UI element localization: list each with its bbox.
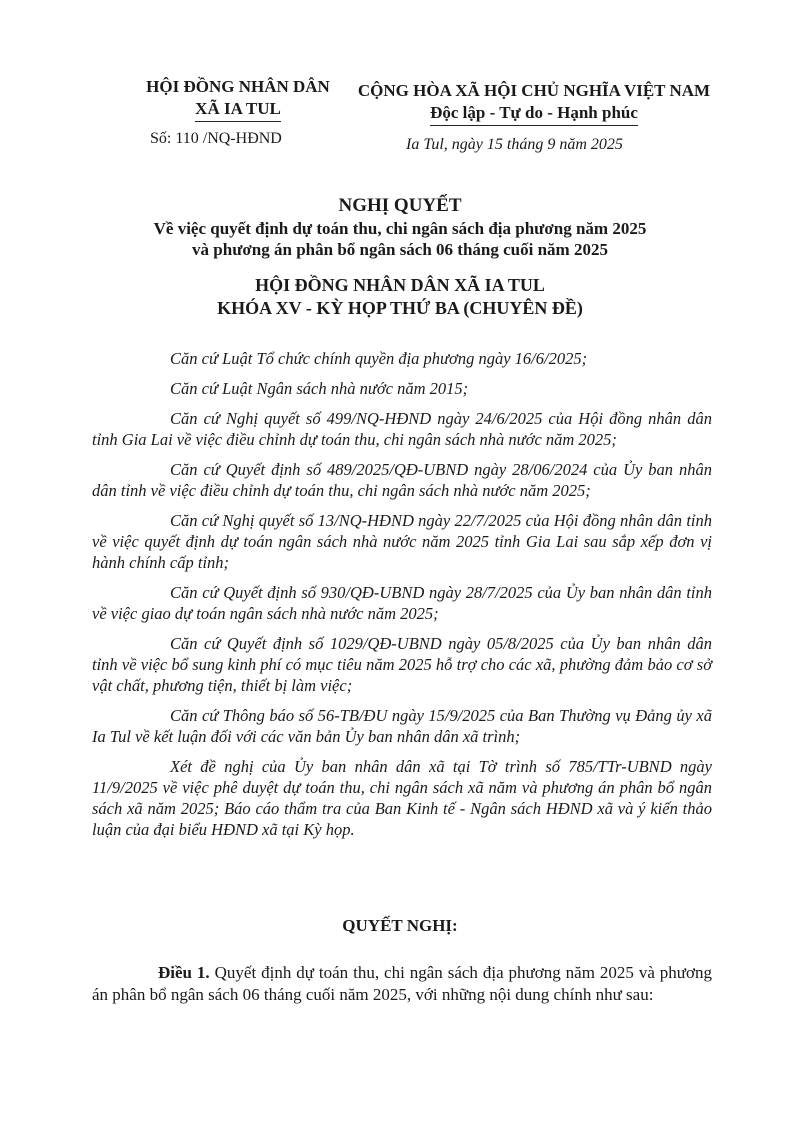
document-subject-line2: và phương án phân bổ ngân sách 06 tháng cuối năm 2025 xyxy=(192,240,608,259)
legal-basis: Xét đề nghị của Ủy ban nhân dân xã tại Tờ trình số 785/TTr-UBND ngày 11/9/2025 về việc phê duyệt dự toán thu, chi ngân sách xã năm và phương án phân bổ ngân sách xã năm 2025; Báo cáo thẩm tra của Ban Kinh tế - Ngân sách HĐND xã và ý kiến thảo luận của đại biểu HĐND xã tại Kỳ họp. xyxy=(92,757,712,839)
document-title: NGHỊ QUYẾT xyxy=(338,195,462,216)
council-session: KHÓA XV - KỲ HỌP THỨ BA (CHUYÊN ĐỀ) xyxy=(217,298,583,318)
document-number: Số: 110 /NQ-HĐND xyxy=(150,130,282,147)
legal-basis: Căn cứ Thông báo số 56-TB/ĐU ngày 15/9/2025 của Ban Thường vụ Đảng ủy xã Ia Tul về kết luận đối với các văn bản Ủy ban nhân dân xã trình; xyxy=(92,706,712,746)
issuer-commune: XÃ IA TUL xyxy=(195,98,281,122)
article-1-label: Điều 1. xyxy=(158,963,210,982)
legal-basis: Căn cứ Quyết định số 1029/QĐ-UBND ngày 05/8/2025 của Ủy ban nhân dân tỉnh về việc bổ sung kinh phí có mục tiêu năm 2025 hỗ trợ cho các xã, phường đảm bảo cơ sở vật chất, phương tiện, thiết bị làm việc; xyxy=(92,634,712,695)
decision-heading: QUYẾT NGHỊ: xyxy=(342,916,458,935)
legal-basis: Căn cứ Quyết định số 930/QĐ-UBND ngày 28/7/2025 của Ủy ban nhân dân tỉnh về việc giao dự toán ngân sách nhà nước năm 2025; xyxy=(92,583,712,623)
nation-name: CỘNG HÒA XÃ HỘI CHỦ NGHĨA VIỆT NAM xyxy=(357,81,711,100)
legal-basis: Căn cứ Luật Ngân sách nhà nước năm 2015; xyxy=(170,379,469,398)
legal-basis: Căn cứ Nghị quyết số 13/NQ-HĐND ngày 22/7/2025 của Hội đồng nhân dân tỉnh về việc quyết định dự toán ngân sách nhà nước năm 2025 tỉnh Gia Lai sau sắp xếp đơn vị hành chính cấp tỉnh; xyxy=(92,511,712,572)
council-name: HỘI ĐỒNG NHÂN DÂN XÃ IA TUL xyxy=(255,275,545,295)
legal-basis: Căn cứ Luật Tổ chức chính quyền địa phương ngày 16/6/2025; xyxy=(170,349,588,368)
issuer-name: HỘI ĐỒNG NHÂN DÂN xyxy=(146,77,330,96)
national-motto-block xyxy=(338,80,730,126)
legal-basis: Căn cứ Quyết định số 489/2025/QĐ-UBND ngày 28/06/2024 của Ủy ban nhân dân tỉnh về việc điều chỉnh dự toán thu, chi ngân sách nhà nước năm 2025; xyxy=(92,460,712,500)
legal-basis: Căn cứ Nghị quyết số 499/NQ-HĐND ngày 24/6/2025 của Hội đồng nhân dân tỉnh Gia Lai về việc điều chỉnh dự toán thu, chi ngân sách nhà nước năm 2025; xyxy=(92,409,712,449)
motto: Độc lập - Tự do - Hạnh phúc xyxy=(430,102,638,126)
article-1 xyxy=(92,962,712,1006)
document-title-block xyxy=(100,194,700,260)
document-subject-line1: Về việc quyết định dự toán thu, chi ngân sách địa phương năm 2025 xyxy=(153,219,647,238)
issuer-block xyxy=(118,76,358,122)
legal-bases xyxy=(92,348,712,849)
issue-date: Ia Tul, ngày 15 tháng 9 năm 2025 xyxy=(406,136,623,153)
council-block xyxy=(100,274,700,320)
article-1-text: Quyết định dự toán thu, chi ngân sách địa phương năm 2025 và phương án phân bổ ngân sách 06 tháng cuối năm 2025, với những nội dung chính như sau: xyxy=(92,963,713,1004)
